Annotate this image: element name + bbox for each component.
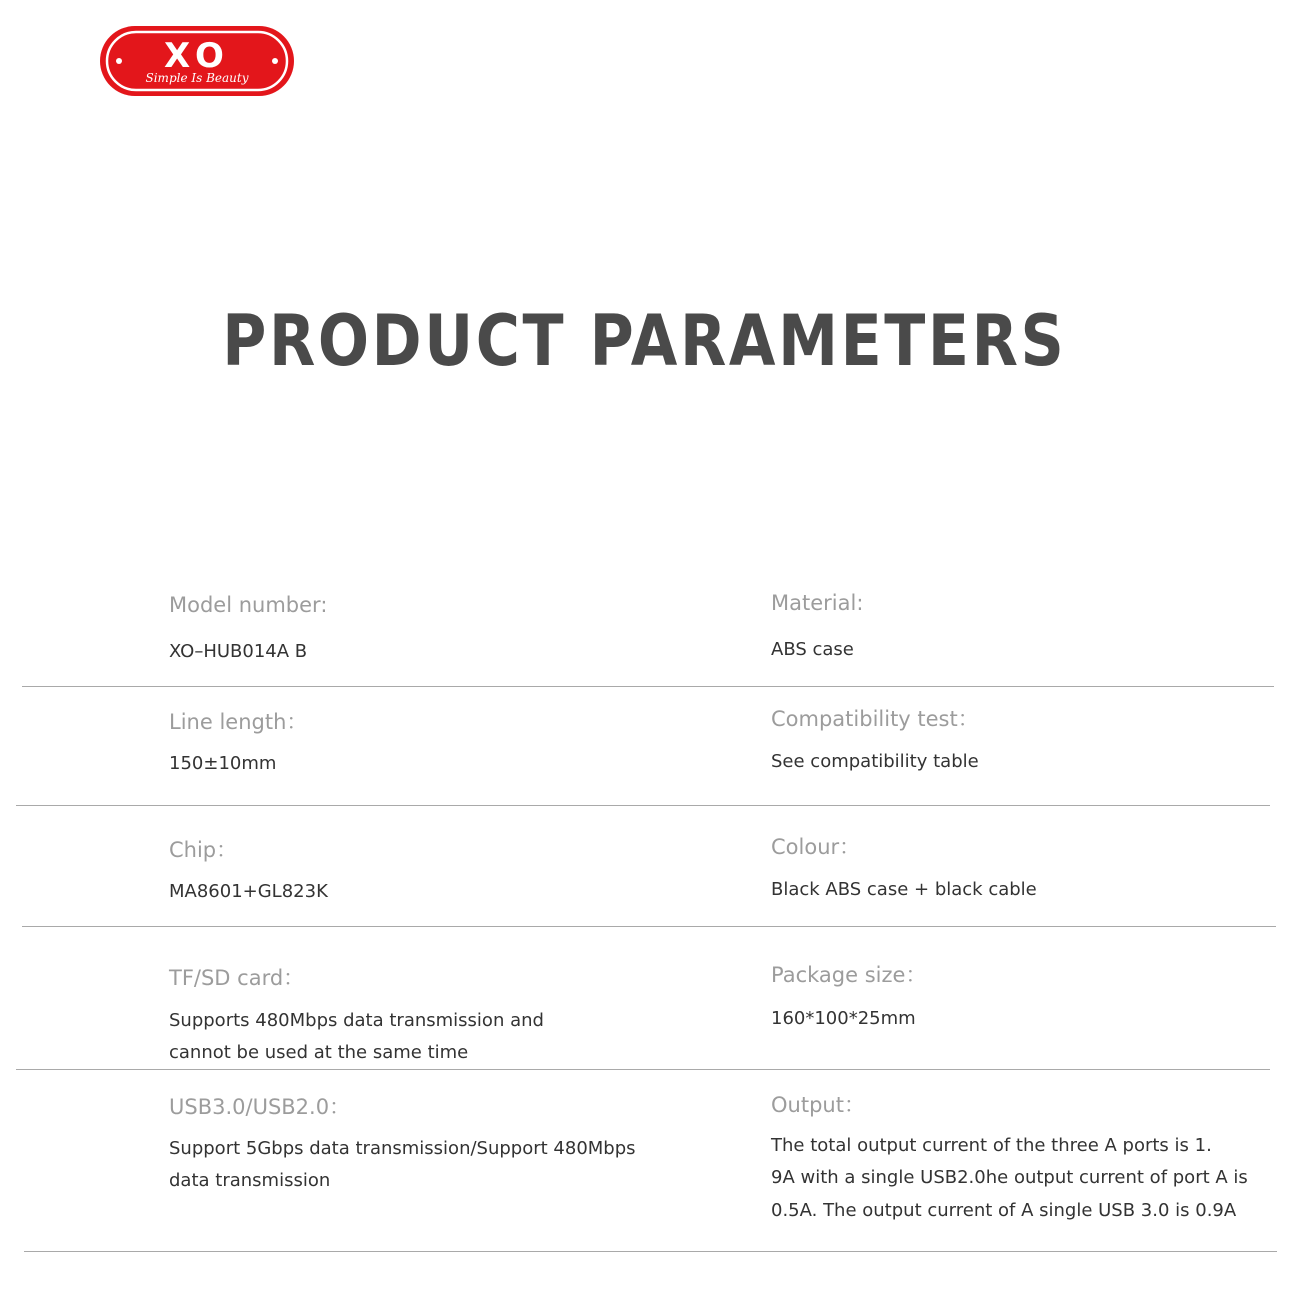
brand-logo — [98, 24, 296, 98]
param-value-model: XO–HUB014A B — [169, 641, 308, 662]
param-label-line-length: Line length： — [169, 710, 308, 734]
page-title: PRODUCT PARAMETERS — [222, 300, 1067, 382]
param-value-output-line3: 0.5A. The output current of A single USB 3.0 is 0.9A — [771, 1200, 1237, 1221]
param-label-usb: USB3.0/USB2.0： — [169, 1095, 351, 1119]
param-label-tf-sd: TF/SD card： — [169, 966, 305, 990]
param-value-colour: Black ABS case + black cable — [771, 879, 1037, 900]
param-label-output: Output： — [771, 1093, 865, 1117]
param-label-package-size: Package size： — [771, 963, 927, 987]
param-value-usb-line1: Support 5Gbps data transmission/Support 480Mbps — [169, 1138, 636, 1159]
param-value-package-size: 160*100*25mm — [771, 1008, 916, 1029]
param-value-tf-sd-line2: cannot be used at the same time — [169, 1042, 469, 1063]
param-value-line-length: 150±10mm — [169, 753, 277, 774]
param-value-chip: MA8601+GL823K — [169, 881, 328, 902]
row-divider — [24, 1251, 1277, 1252]
param-label-material: Material: — [771, 591, 864, 615]
param-value-output-line1: The total output current of the three A ports is 1. — [771, 1135, 1212, 1156]
row-divider — [22, 686, 1274, 687]
logo-slogan: Simple Is Beauty — [145, 71, 249, 85]
param-value-output-line2: 9A with a single USB2.0he output current of port A is — [771, 1167, 1248, 1188]
row-divider — [22, 926, 1276, 927]
param-value-usb-line2: data transmission — [169, 1170, 331, 1191]
row-divider — [16, 805, 1270, 806]
param-value-compatibility: See compatibility table — [771, 751, 979, 772]
param-label-colour: Colour： — [771, 835, 861, 859]
param-value-tf-sd-line1: Supports 480Mbps data transmission and — [169, 1010, 544, 1031]
logo-mark: XO — [164, 36, 230, 76]
param-label-model: Model number: — [169, 593, 328, 617]
row-divider — [16, 1069, 1270, 1070]
param-value-material: ABS case — [771, 639, 854, 660]
param-label-chip: Chip： — [169, 838, 238, 862]
param-label-compatibility: Compatibility test： — [771, 707, 979, 731]
